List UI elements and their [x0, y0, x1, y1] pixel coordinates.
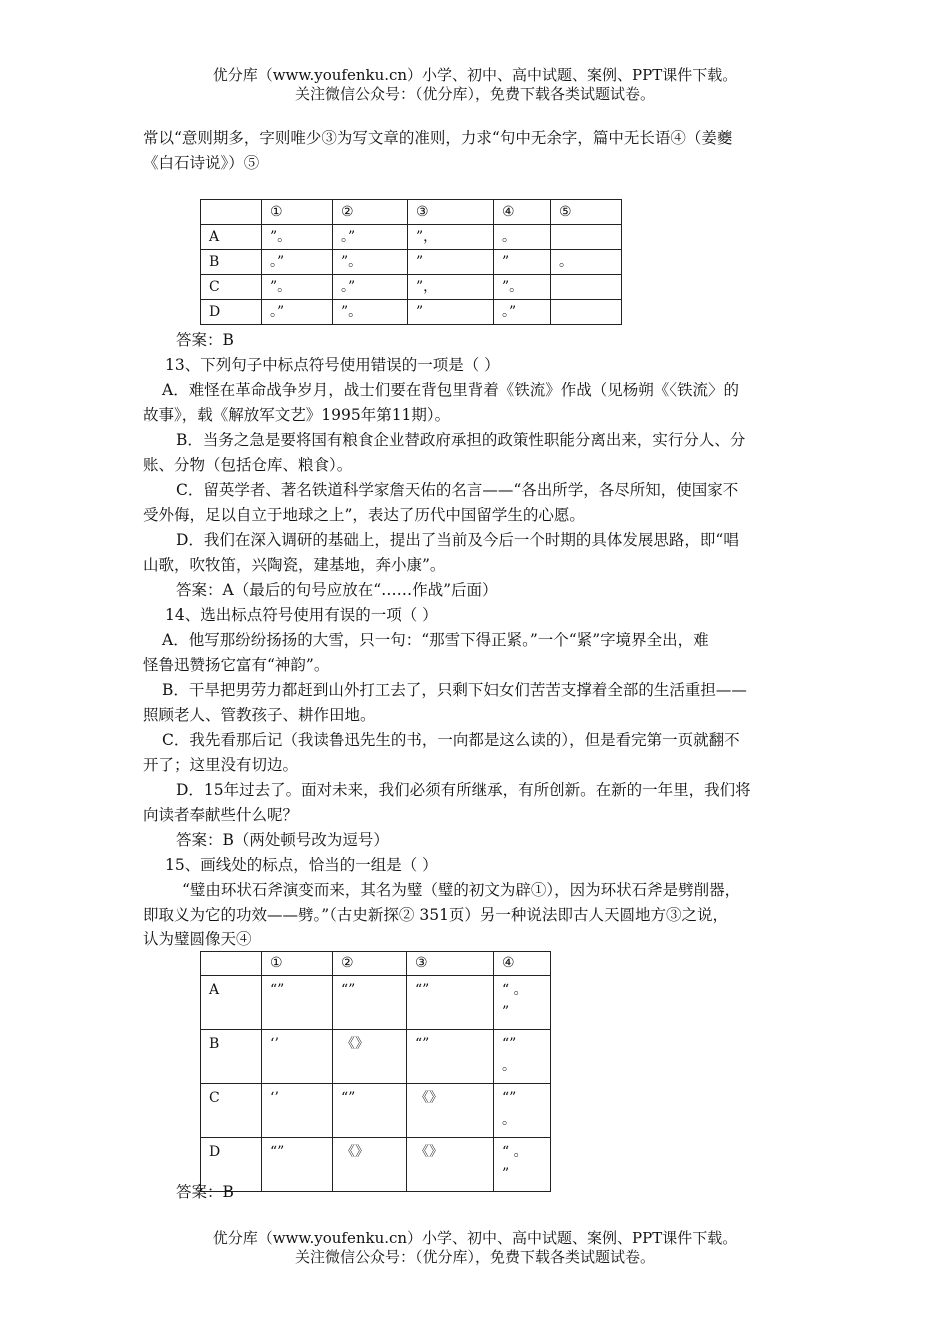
table-row: [201, 1030, 551, 1084]
q14-option-c-line-2: 开了；这里没有切边。: [143, 756, 299, 774]
table-cell: [551, 225, 622, 250]
table-cell: “”: [333, 1084, 407, 1138]
table-cell: [551, 300, 622, 325]
table-cell: “”: [262, 1138, 333, 1192]
table-cell: ”: [494, 250, 551, 275]
table-cell: 。: [494, 225, 551, 250]
intro-line-2: 《白石诗说》）⑤: [143, 154, 260, 172]
q13-option-d-line-2: 山歌，吹牧笛，兴陶瓷，建基地，奔小康”。: [143, 556, 446, 574]
table-cell: B: [201, 1030, 262, 1084]
q13-option-a-line-2: 故事》，载《解放军文艺》1995年第11期）。: [143, 406, 451, 424]
table-cell: C: [201, 1084, 262, 1138]
answer-14: 答案：B（两处顿号改为逗号）: [176, 831, 389, 849]
table-header-row: [201, 952, 551, 976]
table-row: [201, 300, 622, 325]
answer-13: 答案：A（最后的句号应放在“……作战”后面）: [176, 581, 498, 599]
header-line-2: 关注微信公众号：（优分库），免费下载各类试题试卷。: [294, 85, 655, 103]
q13-option-a-line-1: A．难怪在革命战争岁月，战士们要在背包里背着《铁流》作战（见杨朔《〈铁流〉的: [162, 381, 739, 399]
table-cell: 《》: [333, 1030, 407, 1084]
table-row: [201, 1138, 551, 1192]
intro-line-1: 常以“意则期多，字则唯少③为写文章的准则，力求“句中无余字，篇中无长语④（姜夔: [143, 129, 733, 147]
table-cell: [494, 976, 551, 1030]
table-row: [201, 976, 551, 1030]
table-row: [201, 1084, 551, 1138]
q14-option-b-line-1: B．干旱把男劳力都赶到山外打工去了，只剩下妇女们苦苦支撑着全部的生活重担——: [162, 681, 747, 699]
table-cell: ‘’: [262, 1030, 333, 1084]
question-15-stem: 15、画线处的标点，恰当的一组是（ ）: [165, 856, 438, 874]
table-cell: D: [201, 300, 262, 325]
footer-line-1: 优分库（www.youfenku.cn）小学、初中、高中试题、案例、PPT课件下载。: [212, 1229, 738, 1247]
table-header-cell: ④: [494, 200, 551, 225]
table-cell: ‘’: [262, 1084, 333, 1138]
q14-option-c-line-1: C．我先看那后记（我读鲁迅先生的书，一向都是这么读的），但是看完第一页就翻不: [162, 731, 740, 749]
table-cell: C: [201, 275, 262, 300]
table-row: [201, 225, 622, 250]
punctuation-table-1: [200, 199, 622, 325]
table-header-cell: ①: [262, 952, 333, 976]
question-13-stem: 13、下列句子中标点符号使用错误的一项是（ ）: [165, 356, 500, 374]
table-cell: “”: [262, 976, 333, 1030]
q14-option-a-line-2: 怪鲁迅赞扬它富有“神韵”。: [143, 656, 330, 674]
table-cell: ”。: [494, 275, 551, 300]
table-cell: D: [201, 1138, 262, 1192]
table-header-row: [201, 200, 622, 225]
table-cell: 。”: [262, 300, 333, 325]
table-header-cell: [201, 952, 262, 976]
table-cell: ”。: [262, 275, 333, 300]
cell-line: “”: [502, 1090, 517, 1106]
table-cell: [494, 1084, 551, 1138]
table-cell: 《》: [333, 1138, 407, 1192]
q14-option-b-line-2: 照顾老人、管教孩子、耕作田地。: [143, 706, 376, 724]
punctuation-table-2: [200, 951, 551, 1192]
page-header: [0, 66, 950, 104]
q14-option-d-line-1: D．15年过去了。面对未来，我们必须有所继承，有所创新。在新的一年里，我们将: [176, 781, 751, 799]
table-cell: ”。: [333, 250, 408, 275]
cell-line: “ 。: [502, 982, 528, 998]
table-cell: 《》: [407, 1084, 494, 1138]
q15-passage-line-1: “璧由环状石斧演变而来，其名为璧（璧的初文为辟①），因为环状石斧是劈削器，: [182, 881, 741, 899]
table-cell: “”: [407, 976, 494, 1030]
table-header-cell: [201, 200, 262, 225]
q14-option-d-line-2: 向读者奉献些什么呢？: [143, 806, 299, 824]
table-cell: ”: [408, 300, 494, 325]
table-header-cell: ②: [333, 952, 407, 976]
table-cell: [494, 1138, 551, 1192]
table-header-cell: ③: [408, 200, 494, 225]
q13-option-d-line-1: D．我们在深入调研的基础上，提出了当前及今后一个时期的具体发展思路，即“唱: [176, 531, 739, 549]
table-cell: “”: [407, 1030, 494, 1084]
cell-line: ”: [502, 1004, 510, 1020]
cell-line: 。: [502, 1058, 516, 1074]
q14-option-a-line-1: A．他写那纷纷扬扬的大雪，只一句：“那雪下得正紧。”一个“紧”字境界全出，难: [162, 631, 709, 649]
q15-passage-line-3: 认为璧圆像天④: [143, 930, 252, 948]
table-cell: “”: [333, 976, 407, 1030]
table-header-cell: ⑤: [551, 200, 622, 225]
table-cell: B: [201, 250, 262, 275]
table-cell: ”，: [408, 275, 494, 300]
table-row: [201, 275, 622, 300]
table-cell: ”: [408, 250, 494, 275]
table-header-cell: ①: [262, 200, 333, 225]
table-cell: A: [201, 225, 262, 250]
q13-option-b-line-2: 账、分物（包括仓库、粮食）。: [143, 456, 353, 474]
q13-option-b-line-1: B．当务之急是要将国有粮食企业替政府承担的政策性职能分离出来，实行分人、分: [176, 431, 746, 449]
q15-passage-line-2: 即取义为它的功效——劈。”（古史新探② 351页）另一种说法即古人天圆地方③之说，: [143, 906, 728, 924]
table-header-cell: ③: [407, 952, 494, 976]
table-row: [201, 250, 622, 275]
table-cell: [494, 1030, 551, 1084]
table-cell: [551, 275, 622, 300]
page-footer: [0, 1229, 950, 1267]
cell-line: ”: [502, 1166, 510, 1182]
table-cell: 。”: [262, 250, 333, 275]
answer-15: 答案：B: [176, 1183, 234, 1201]
table-cell: 。: [551, 250, 622, 275]
table-header-cell: ④: [494, 952, 551, 976]
table-cell: A: [201, 976, 262, 1030]
cell-line: “”: [502, 1036, 517, 1052]
table-cell: 。”: [333, 225, 408, 250]
table-cell: ”。: [262, 225, 333, 250]
table-header-cell: ②: [333, 200, 408, 225]
table-cell: 。”: [333, 275, 408, 300]
footer-line-2: 关注微信公众号：（优分库），免费下载各类试题试卷。: [294, 1248, 655, 1266]
table-cell: 。”: [494, 300, 551, 325]
cell-line: “ 。: [502, 1144, 528, 1160]
table-cell: 《》: [407, 1138, 494, 1192]
table-cell: ”。: [333, 300, 408, 325]
cell-line: 。: [502, 1112, 516, 1128]
answer-12: 答案：B: [176, 331, 234, 349]
q13-option-c-line-1: C．留英学者、著名铁道科学家詹天佑的名言——“各出所学，各尽所知，使国家不: [176, 481, 739, 499]
question-14-stem: 14、选出标点符号使用有误的一项（ ）: [165, 606, 438, 624]
table-cell: ”，: [408, 225, 494, 250]
header-line-1: 优分库（www.youfenku.cn）小学、初中、高中试题、案例、PPT课件下载。: [212, 66, 738, 84]
q13-option-c-line-2: 受外侮，足以自立于地球之上”，表达了历代中国留学生的心愿。: [143, 506, 585, 524]
